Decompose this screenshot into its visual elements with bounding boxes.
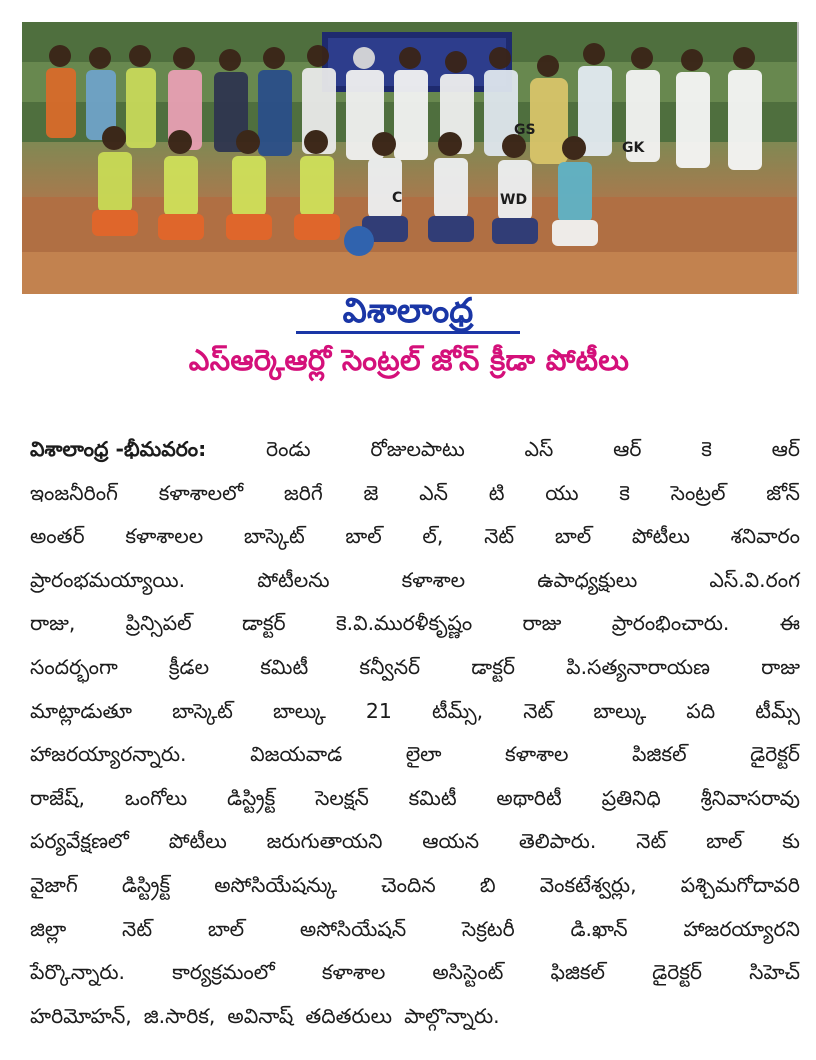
article-word: హాజరయ్యారని <box>683 916 800 941</box>
article-body <box>30 428 800 1038</box>
article-word: ఆర్ <box>771 437 800 461</box>
article-word: కళాశాల <box>505 742 569 767</box>
article-word: అసోసియేషన్ <box>299 916 407 941</box>
article-word: డాక్టర్ <box>471 654 515 679</box>
article-word: జరుగుతాయని <box>266 829 383 854</box>
article-word: పాల్గొన్నారు. <box>404 1003 500 1028</box>
article-word: పోటీలను <box>257 567 330 592</box>
article-word: డి.ఖాన్ <box>570 916 628 941</box>
article-word: అథారిటీ <box>496 785 562 810</box>
article-line <box>30 646 800 690</box>
article-word: ఎన్ <box>419 480 448 505</box>
article-word: కమిటీ <box>260 654 309 679</box>
article-word: జోన్ <box>766 480 800 505</box>
article-word: తదితరులు <box>305 1003 393 1028</box>
article-word: కళాశాలలో <box>158 480 244 505</box>
article-word: నెట్ <box>484 524 515 549</box>
article-line <box>30 908 800 952</box>
article-line <box>30 559 800 603</box>
group-photo-basketball-players-icon <box>22 22 797 294</box>
article-word: జరిగే <box>283 480 323 505</box>
article-line <box>30 995 800 1039</box>
article-word: కన్వీనర్ <box>359 654 421 679</box>
article-word: వెంకటేశ్వర్లు, <box>539 872 637 897</box>
jersey-label-gk: GK <box>622 140 645 156</box>
article-line <box>30 951 800 995</box>
article-word: ఎస్.వి.రంగ <box>709 567 800 592</box>
article-word: బాల్ <box>207 916 245 941</box>
article-word: బి <box>479 872 496 897</box>
article-word: కె <box>619 480 630 505</box>
article-word: శ్రీనివాసరావు <box>700 785 800 810</box>
article-line <box>30 820 800 864</box>
article-word: జిల్లా <box>30 916 67 941</box>
article-word: ఒంగోలు <box>124 785 188 810</box>
article-word: నెట్ <box>523 698 554 723</box>
article-word: రాజేష్, <box>30 785 86 810</box>
article-word: డిస్ట్రిక్ట్ <box>226 785 276 810</box>
article-word: అసిస్టెంట్ <box>432 960 504 985</box>
article-word: రెండు <box>266 437 311 461</box>
article-word: శనివారం <box>730 524 800 549</box>
article-word: విజయవాడ <box>250 742 343 767</box>
article-line <box>30 515 800 559</box>
article-word: సెంట్రల్ <box>670 480 726 505</box>
article-word: ఫిజికల్ <box>550 960 606 985</box>
article-word: సిహెచ్ <box>749 960 800 985</box>
group-photo <box>22 22 799 294</box>
article-word: క్రీడల <box>168 654 210 679</box>
article-word: పశ్చిమగోదావరి <box>680 872 800 897</box>
article-word: పేర్కొన్నారు. <box>30 960 125 985</box>
article-dateline: విశాలాంధ్ర -భీమవరం: <box>30 437 207 461</box>
article-word: తెలిపారు. <box>518 829 597 854</box>
article-line <box>30 472 800 516</box>
article-word: టి <box>488 480 505 505</box>
article-word: ఎస్ <box>524 437 554 461</box>
article-word: వైజాగ్ <box>30 872 78 897</box>
article-line <box>30 690 800 734</box>
article-word: పది <box>686 698 716 723</box>
article-word: కె.వి.మురళీకృష్ణం <box>335 611 473 636</box>
article-word: కళాశాల <box>321 960 386 985</box>
article-word: లైలా <box>405 742 442 767</box>
article-word: కళాశాలల <box>125 524 204 549</box>
article-word: మాట్లాడుతూ <box>30 698 133 723</box>
article-word: హాజరయ్యారన్నారు. <box>30 742 187 767</box>
article-word: హరిమోహన్, <box>30 1003 132 1028</box>
article-line <box>30 602 800 646</box>
article-word: కమిటీ <box>408 785 457 810</box>
article-headline: ఎస్ఆర్కెఆర్లో సెంట్రల్ జోన్ క్రీడా పోటీలు <box>188 343 630 377</box>
article-word: టీమ్స్ <box>755 698 800 723</box>
article-word: ప్రారంభించారు. <box>611 611 730 636</box>
article-word: డైరెక్టర్ <box>652 960 703 985</box>
article-word: పోటీలు <box>631 524 690 549</box>
article-line <box>30 777 800 821</box>
article-word: రాజు, <box>30 611 76 636</box>
article-line <box>30 428 800 472</box>
article-word: కార్యక్రమంలో <box>172 960 275 985</box>
article-word: ఉపాధ్యక్షులు <box>537 567 638 592</box>
article-word: సెలక్షన్ <box>315 785 369 810</box>
article-word: 21 <box>365 698 392 723</box>
article-word: అసోసియేషన్కు <box>214 872 338 897</box>
article-word: బాల్ <box>345 524 382 549</box>
article-line <box>30 733 800 777</box>
article-word: డాక్టర్ <box>241 611 286 636</box>
jersey-label-gs: GS <box>514 122 536 138</box>
article-word: యు <box>545 480 579 505</box>
jersey-label-c: C <box>392 190 403 206</box>
article-word: ఈ <box>779 611 800 636</box>
article-word: బాల్కు <box>272 698 326 723</box>
article-word: చెందిన <box>381 872 436 897</box>
article-word: ప్రారంభమయ్యాయి. <box>30 567 186 592</box>
article-word: ఆర్ <box>613 437 642 461</box>
article-word: కె <box>701 437 712 461</box>
article-word: జె <box>363 480 379 505</box>
article-word: సందర్భంగా <box>30 654 118 679</box>
article-word: బాస్కెట్ <box>243 524 305 549</box>
article-word: నెట్ <box>636 829 667 854</box>
article-word: ఇంజనీరింగ్ <box>30 480 118 505</box>
article-line <box>30 864 800 908</box>
article-word: జి.సారిక, <box>143 1003 216 1028</box>
article-word: సెక్రటరీ <box>461 916 515 941</box>
article-word: బాల్ <box>554 524 592 549</box>
article-word: ఆయన <box>422 829 480 854</box>
article-word: పిజికల్ <box>632 742 687 767</box>
article-word: రాజు <box>522 611 562 636</box>
article-word: బాల్కు <box>593 698 647 723</box>
article-word: అంతర్ <box>30 524 85 549</box>
article-word: కు <box>782 829 800 854</box>
jersey-label-wd: WD <box>500 192 528 208</box>
article-word: రోజులపాటు <box>370 437 465 461</box>
article-word: టీమ్స్, <box>431 698 484 723</box>
article-word: నెట్ <box>122 916 153 941</box>
article-word: పి.సత్యనారాయణ <box>566 654 710 679</box>
article-word: ప్రిన్సిపల్ <box>125 611 192 636</box>
article-word: డిస్ట్రిక్ట్ <box>121 872 171 897</box>
article-word: బాస్కెట్ <box>172 698 233 723</box>
article-word: డైరెక్టర్ <box>750 742 800 767</box>
article-word: రాజు <box>761 654 800 679</box>
article-word: ప్రతినిధి <box>601 785 661 810</box>
article-word: ల్, <box>422 524 444 549</box>
article-word: బాల్ <box>706 829 743 854</box>
article-word: కళాశాల <box>401 567 466 592</box>
article-word: పోటీలు <box>168 829 227 854</box>
article-word: అవినాష్ <box>227 1003 294 1028</box>
newspaper-masthead: విశాలాంధ్ర <box>342 291 474 331</box>
article-word: పర్యవేక్షణలో <box>30 829 129 854</box>
